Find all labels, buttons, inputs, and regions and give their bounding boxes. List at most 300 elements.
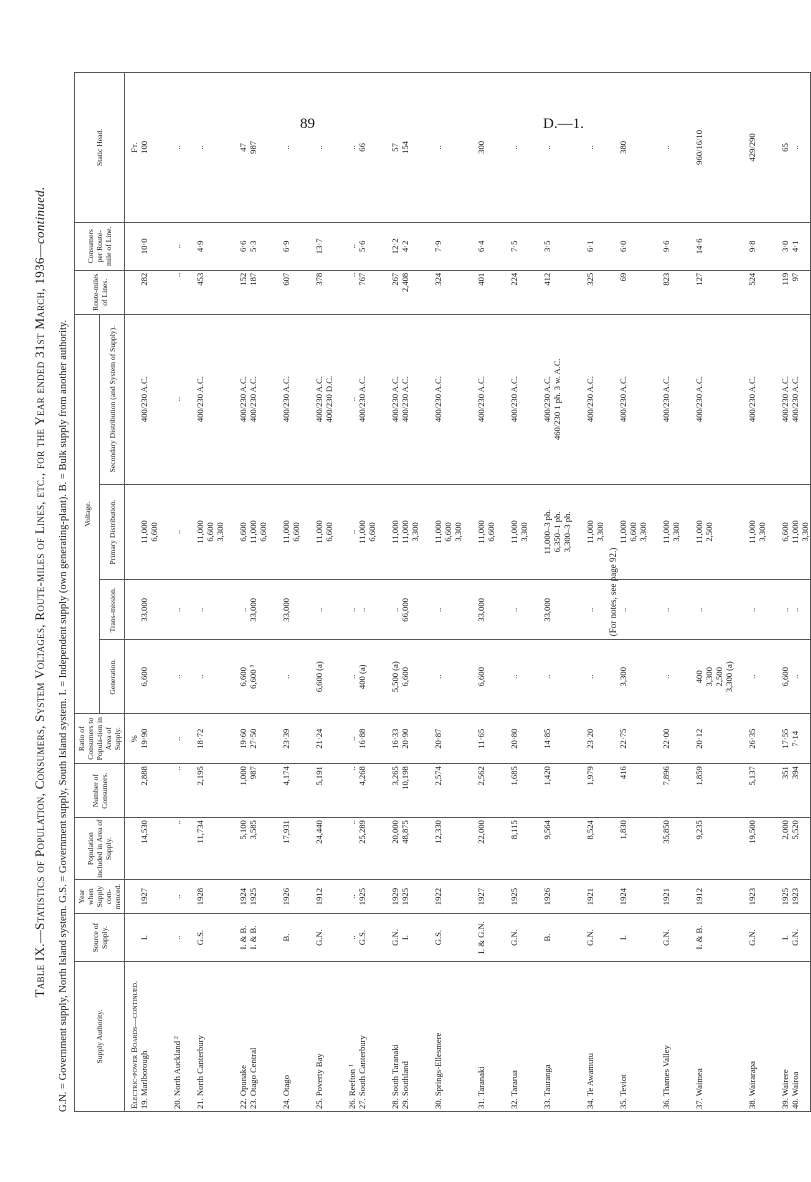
consumers-per-mile-cell: [281, 222, 301, 270]
ratio-cell: [790, 714, 811, 764]
cell-line: 400/230 A.C.: [618, 376, 628, 423]
cell-line: 1,000: [238, 766, 248, 786]
cell-line: ..: [542, 145, 552, 150]
cell-line: ..: [509, 145, 519, 150]
cell-line: 47: [238, 143, 248, 152]
year-cell: [661, 880, 681, 914]
cell-line: 22·75: [618, 728, 628, 749]
static-head-cell: [314, 73, 334, 223]
cell-line: ..: [172, 272, 182, 278]
cell-line: 7·9: [433, 240, 443, 253]
cell-line: ..: [172, 766, 182, 771]
cell-line: 14·85: [542, 728, 552, 749]
cell-line: 325: [585, 272, 595, 286]
table-row: [357, 73, 377, 1112]
static-head-cell: [347, 73, 357, 223]
source-cell: [238, 914, 248, 962]
cell-line: ..: [172, 244, 182, 249]
source-cell: [694, 914, 734, 962]
static-head-cell: [585, 73, 605, 223]
cell-line: 1926: [542, 888, 552, 906]
route-miles-cell: [790, 270, 811, 314]
cell-line: 29. Southland: [400, 1061, 410, 1109]
generation-cell: [281, 640, 301, 714]
cell-line: 2,408: [400, 272, 410, 293]
authority-cell: [172, 962, 182, 1112]
year-cell: [694, 880, 734, 914]
secondary-distribution-cell: [661, 314, 681, 484]
cell-line: 21. North Canterbury: [195, 1035, 205, 1109]
header-ratio: Ratio of Consumers to Popula-tion in Area of Supply.: [75, 714, 125, 764]
secondary-distribution-cell: [747, 314, 767, 484]
transmission-cell: [400, 580, 420, 640]
cell-line: 1921: [661, 888, 671, 906]
cell-line: 65: [780, 143, 790, 152]
table-row: [172, 73, 182, 1112]
transmission-cell: [476, 580, 496, 640]
cell-line: ..: [509, 674, 519, 679]
cell-line: G.N.: [509, 929, 519, 946]
cell-line: G.N.: [661, 929, 671, 946]
cell-line: ..: [347, 396, 357, 402]
cell-line: 11,734: [195, 820, 205, 844]
cell-line: 33,000: [542, 598, 552, 622]
cell-line: ..: [347, 935, 357, 940]
cell-line: 6,600: [324, 522, 334, 542]
consumers-per-mile-cell: [661, 222, 681, 270]
row-spacer: [301, 73, 314, 1112]
consumers-cell: [661, 764, 681, 818]
consumers-cell: [314, 764, 334, 818]
row-spacer: [767, 73, 780, 1112]
cell-line: 453: [195, 272, 205, 286]
route-miles-cell: [694, 270, 734, 314]
cell-line: 2,888: [139, 766, 149, 786]
cell-line: ..: [347, 736, 357, 741]
cell-line: ..: [790, 145, 800, 150]
static-head-cell: [195, 73, 225, 223]
cell-line: 400/230 A.C.: [139, 376, 149, 423]
authority-cell: [790, 962, 811, 1112]
cell-line: 48,875: [400, 820, 410, 844]
cell-line: 1926: [281, 888, 291, 906]
year-cell: [780, 880, 790, 914]
cell-line: ..: [618, 607, 628, 613]
ratio-cell: [281, 714, 301, 764]
secondary-distribution-cell: [790, 314, 811, 484]
transmission-cell: [390, 580, 400, 640]
generation-cell: [238, 640, 248, 714]
ratio-cell: [780, 714, 790, 764]
cell-line: G.S.: [195, 929, 205, 946]
cell-line: 19·60: [238, 728, 248, 749]
table-row: [542, 73, 572, 1112]
cell-line: 16·88: [357, 728, 367, 749]
cell-line: ..: [347, 674, 357, 679]
cell-line: 20,000: [390, 820, 400, 844]
year-cell: [747, 880, 767, 914]
consumers-per-mile-cell: [172, 222, 182, 270]
source-cell: [476, 914, 496, 962]
consumers-per-mile-cell: [390, 222, 400, 270]
route-miles-cell: [139, 270, 159, 314]
cell-line: ..: [585, 607, 595, 613]
cell-line: 1925: [357, 888, 367, 906]
cell-line: 11,000: [476, 520, 486, 544]
row-spacer: [734, 73, 747, 1112]
cell-line: 119: [780, 272, 790, 286]
cell-line: 11,000: [694, 520, 704, 544]
secondary-distribution-cell: [618, 314, 648, 484]
generation-cell: [694, 640, 734, 714]
year-cell: [509, 880, 529, 914]
static-head-cell: [747, 73, 767, 223]
primary-distribution-cell: [476, 484, 496, 580]
cell-line: 400/230 A.C.: [780, 376, 790, 423]
cell-line: 3,300 (a): [724, 661, 734, 693]
cell-line: 187: [248, 272, 258, 286]
transmission-cell: [172, 580, 182, 640]
primary-distribution-cell: [139, 484, 159, 580]
generation-cell: [390, 640, 400, 714]
secondary-distribution-cell: [195, 314, 225, 484]
generation-cell: [357, 640, 377, 714]
cell-line: ..: [433, 607, 443, 613]
cell-line: 460/230 1 ph. 3 w. A.C.: [552, 358, 562, 441]
cell-line: 33,000: [476, 598, 486, 622]
generation-cell: [195, 640, 225, 714]
transmission-cell: [347, 580, 357, 640]
cell-line: 12·2: [390, 238, 400, 255]
route-miles-cell: [476, 270, 496, 314]
authority-cell: [238, 962, 248, 1112]
cell-line: 11,000: [747, 520, 757, 544]
cell-line: 6,600: [139, 667, 149, 687]
authority-cell: [195, 962, 225, 1112]
row-spacer: [681, 73, 694, 1112]
ratio-cell: [542, 714, 572, 764]
cell-line: ..: [172, 145, 182, 150]
cell-line: 19·90: [139, 728, 149, 749]
primary-distribution-cell: [238, 484, 248, 580]
transmission-cell: [139, 580, 159, 640]
year-cell: [248, 880, 268, 914]
cell-line: 1,979: [585, 766, 595, 786]
cell-line: 6,600: [149, 522, 159, 542]
cell-line: 33. Tauranga: [542, 1064, 552, 1109]
authority-cell: [357, 962, 377, 1112]
cell-line: 1912: [314, 888, 324, 906]
consumers-per-mile-cell: [509, 222, 529, 270]
cell-line: 400/230 A.C.: [248, 376, 258, 423]
ratio-cell: [195, 714, 225, 764]
ratio-cell: [172, 714, 182, 764]
cell-line: 26·35: [747, 728, 757, 749]
transmission-cell: [542, 580, 572, 640]
cell-line: G.N.: [585, 929, 595, 946]
consumers-per-mile-cell: [139, 222, 159, 270]
route-miles-cell: [390, 270, 400, 314]
cell-line: 24,440: [314, 820, 324, 844]
cell-line: 400/230 A.C.: [357, 376, 367, 423]
cell-line: 7,896: [661, 766, 671, 786]
cell-line: 416: [618, 766, 628, 780]
consumers-cell: [347, 764, 357, 818]
cell-line: 524: [747, 272, 757, 286]
cell-line: 400/230 A.C.: [661, 376, 671, 423]
population-cell: [314, 818, 334, 880]
cell-line: 6·9: [281, 240, 291, 253]
static-head-cell: [476, 73, 496, 223]
year-cell: [433, 880, 463, 914]
ratio-cell: [390, 714, 400, 764]
authority-cell: [542, 962, 572, 1112]
authority-cell: [618, 962, 648, 1112]
cell-line: 30. Springs-Ellesmere: [433, 1032, 443, 1109]
cell-line: 4·2: [400, 240, 410, 253]
cell-line: 32. Tararua: [509, 1070, 519, 1109]
cell-line: 4·1: [790, 240, 800, 253]
cell-line: 7·5: [509, 240, 519, 253]
cell-line: 324: [433, 272, 443, 286]
primary-distribution-cell: [747, 484, 767, 580]
row-spacer: [182, 73, 195, 1112]
cell-line: 11·65: [476, 728, 486, 749]
cell-line: 5,520: [790, 820, 800, 840]
transmission-cell: [195, 580, 225, 640]
cell-line: ..: [347, 272, 357, 278]
cell-line: G.S.: [433, 929, 443, 946]
population-cell: [248, 818, 268, 880]
route-miles-cell: [661, 270, 681, 314]
row-spacer: [648, 73, 661, 1112]
static-head-cell: [390, 73, 400, 223]
consumers-cell: [281, 764, 301, 818]
population-cell: [139, 818, 159, 880]
header-year-commenced: Year when Supply com-menced.: [75, 880, 125, 914]
cell-line: 2,195: [195, 766, 205, 786]
cell-line: B.: [542, 933, 552, 942]
generation-cell: [172, 640, 182, 714]
consumers-cell: [139, 764, 159, 818]
cell-line: 20·12: [694, 728, 704, 749]
cell-line: 1,685: [509, 766, 519, 786]
cell-line: 3,300: [215, 522, 225, 542]
static-head-cell: [433, 73, 463, 223]
secondary-distribution-cell: [281, 314, 301, 484]
year-cell: [195, 880, 225, 914]
primary-distribution-cell: [314, 484, 334, 580]
consumers-cell: [238, 764, 248, 818]
source-cell: [195, 914, 225, 962]
cell-line: 3,300: [671, 522, 681, 542]
cell-line: 25. Poverty Bay: [314, 1053, 324, 1109]
consumers-cell: [747, 764, 767, 818]
ratio-cell: [585, 714, 605, 764]
transmission-cell: [248, 580, 268, 640]
cell-line: ..: [172, 894, 182, 899]
table-row: [314, 73, 334, 1112]
cell-line: 300: [476, 140, 486, 154]
cell-line: 11,000: [248, 520, 258, 544]
generation-cell: [139, 640, 159, 714]
cell-line: 11,000: [195, 520, 205, 544]
generation-cell: [780, 640, 790, 714]
cell-line: 400/230 A.C.: [281, 376, 291, 423]
transmission-cell: [509, 580, 529, 640]
cell-line: 1924: [238, 888, 248, 906]
cell-line: 36. Thames Valley: [661, 1045, 671, 1109]
cell-line: 11,000: [433, 520, 443, 544]
source-cell: [400, 914, 420, 962]
header-static-head: Static Head.: [75, 73, 125, 223]
row-spacer: [268, 73, 281, 1112]
static-head-cell: [248, 73, 268, 223]
cell-line: 154: [400, 140, 410, 154]
cell-line: ..: [347, 145, 357, 150]
consumers-cell: [400, 764, 420, 818]
primary-distribution-cell: [281, 484, 301, 580]
cell-line: 19,500: [747, 820, 757, 844]
table-row: [390, 73, 400, 1112]
generation-cell: [433, 640, 463, 714]
cell-line: 23·20: [585, 728, 595, 749]
cell-line: ..: [585, 674, 595, 679]
table-row: [476, 73, 496, 1112]
cell-line: 351: [780, 766, 790, 780]
cell-line: 2,574: [433, 766, 443, 786]
transmission-cell: [433, 580, 463, 640]
consumers-per-mile-cell: [347, 222, 357, 270]
cell-line: 378: [314, 272, 324, 286]
header-secondary-distribution: Secondary Distribution (and System of Supply).: [100, 314, 125, 484]
consumers-cell: [542, 764, 572, 818]
table-row: [509, 73, 529, 1112]
year-cell: [618, 880, 648, 914]
cell-line: 282: [139, 272, 149, 286]
header-supply-authority: Supply Authority.: [75, 962, 125, 1112]
authority-cell: [476, 962, 496, 1112]
source-cell: [661, 914, 681, 962]
cell-line: ..: [314, 607, 324, 613]
cell-line: 5,500 (a): [390, 661, 400, 693]
static-head-cell: [400, 73, 420, 223]
source-cell: [509, 914, 529, 962]
cell-line: ..: [661, 674, 671, 679]
header-consumers: Number of Consumers.: [75, 764, 125, 818]
cell-line: 6,600: [476, 667, 486, 687]
cell-line: 1922: [433, 888, 443, 906]
cell-line: 9·6: [661, 240, 671, 253]
row-spacer: [225, 73, 238, 1112]
population-cell: [661, 818, 681, 880]
cell-line: ..: [747, 607, 757, 613]
consumers-per-mile-cell: [433, 222, 463, 270]
cell-line: ..: [542, 674, 552, 679]
source-cell: [747, 914, 767, 962]
ratio-cell: [314, 714, 334, 764]
cell-line: 400/230 A.C.: [390, 376, 400, 423]
cell-line: B.: [281, 933, 291, 942]
consumers-per-mile-cell: [542, 222, 572, 270]
route-miles-cell: [195, 270, 225, 314]
cell-line: 19. Marlborough: [139, 1050, 149, 1109]
consumers-cell: [248, 764, 268, 818]
source-cell: [172, 914, 182, 962]
primary-distribution-cell: [585, 484, 605, 580]
ratio-cell: [747, 714, 767, 764]
population-cell: [790, 818, 811, 880]
cell-line: 6,600: [780, 667, 790, 687]
cell-line: 26. Reefton ¹: [347, 1064, 357, 1109]
cell-line: 8,524: [585, 820, 595, 840]
route-miles-cell: [357, 270, 377, 314]
consumers-cell: [390, 764, 400, 818]
primary-distribution-cell: [357, 484, 377, 580]
population-cell: [238, 818, 248, 880]
header-voltage: Voltage.: [75, 314, 100, 714]
consumers-per-mile-cell: [585, 222, 605, 270]
route-miles-cell: [400, 270, 420, 314]
generation-cell: [248, 640, 268, 714]
static-head-cell: [281, 73, 301, 223]
consumers-per-mile-cell: [248, 222, 268, 270]
table-row: [433, 73, 463, 1112]
header-primary-distribution: Primary Distribution.: [100, 484, 125, 580]
ratio-cell: [347, 714, 357, 764]
statistics-table: [74, 72, 811, 1112]
consumers-cell: [780, 764, 790, 818]
cell-line: ..: [281, 674, 291, 679]
row-spacer: [463, 73, 476, 1112]
year-cell: [281, 880, 301, 914]
cell-line: 400/230 A.C.: [747, 376, 757, 423]
source-cell: [780, 914, 790, 962]
cell-line: 6,600: [291, 522, 301, 542]
cell-line: 37. Waimea: [694, 1068, 704, 1109]
transmission-cell: [780, 580, 790, 640]
consumers-cell: [694, 764, 734, 818]
year-cell: [238, 880, 248, 914]
cell-line: 11,000: [281, 520, 291, 544]
cell-line: 33,000: [248, 598, 258, 622]
ratio-cell: [248, 714, 268, 764]
consumers-per-mile-cell: [747, 222, 767, 270]
cell-line: 100: [139, 140, 149, 154]
cell-line: 1925: [248, 888, 258, 906]
cell-line: 8,115: [509, 820, 519, 840]
cell-line: 400/230 A.C.: [195, 376, 205, 423]
cell-line: ..: [172, 529, 182, 535]
row-spacer: [377, 73, 390, 1112]
cell-line: 3,300: [595, 522, 605, 542]
cell-line: 20·80: [509, 728, 519, 749]
cell-line: ..: [357, 607, 367, 613]
consumers-per-mile-cell: [238, 222, 248, 270]
cell-line: 400/230 A.C.: [314, 376, 324, 423]
static-head-cell: [694, 73, 734, 223]
cell-line: 69: [618, 272, 628, 282]
table-row: [694, 73, 734, 1112]
source-cell: [542, 914, 572, 962]
cell-line: ..: [347, 766, 357, 771]
secondary-distribution-cell: [390, 314, 400, 484]
cell-line: 2,000: [780, 820, 790, 840]
year-cell: [357, 880, 377, 914]
generation-cell: [585, 640, 605, 714]
year-cell: [542, 880, 572, 914]
transmission-cell: [661, 580, 681, 640]
